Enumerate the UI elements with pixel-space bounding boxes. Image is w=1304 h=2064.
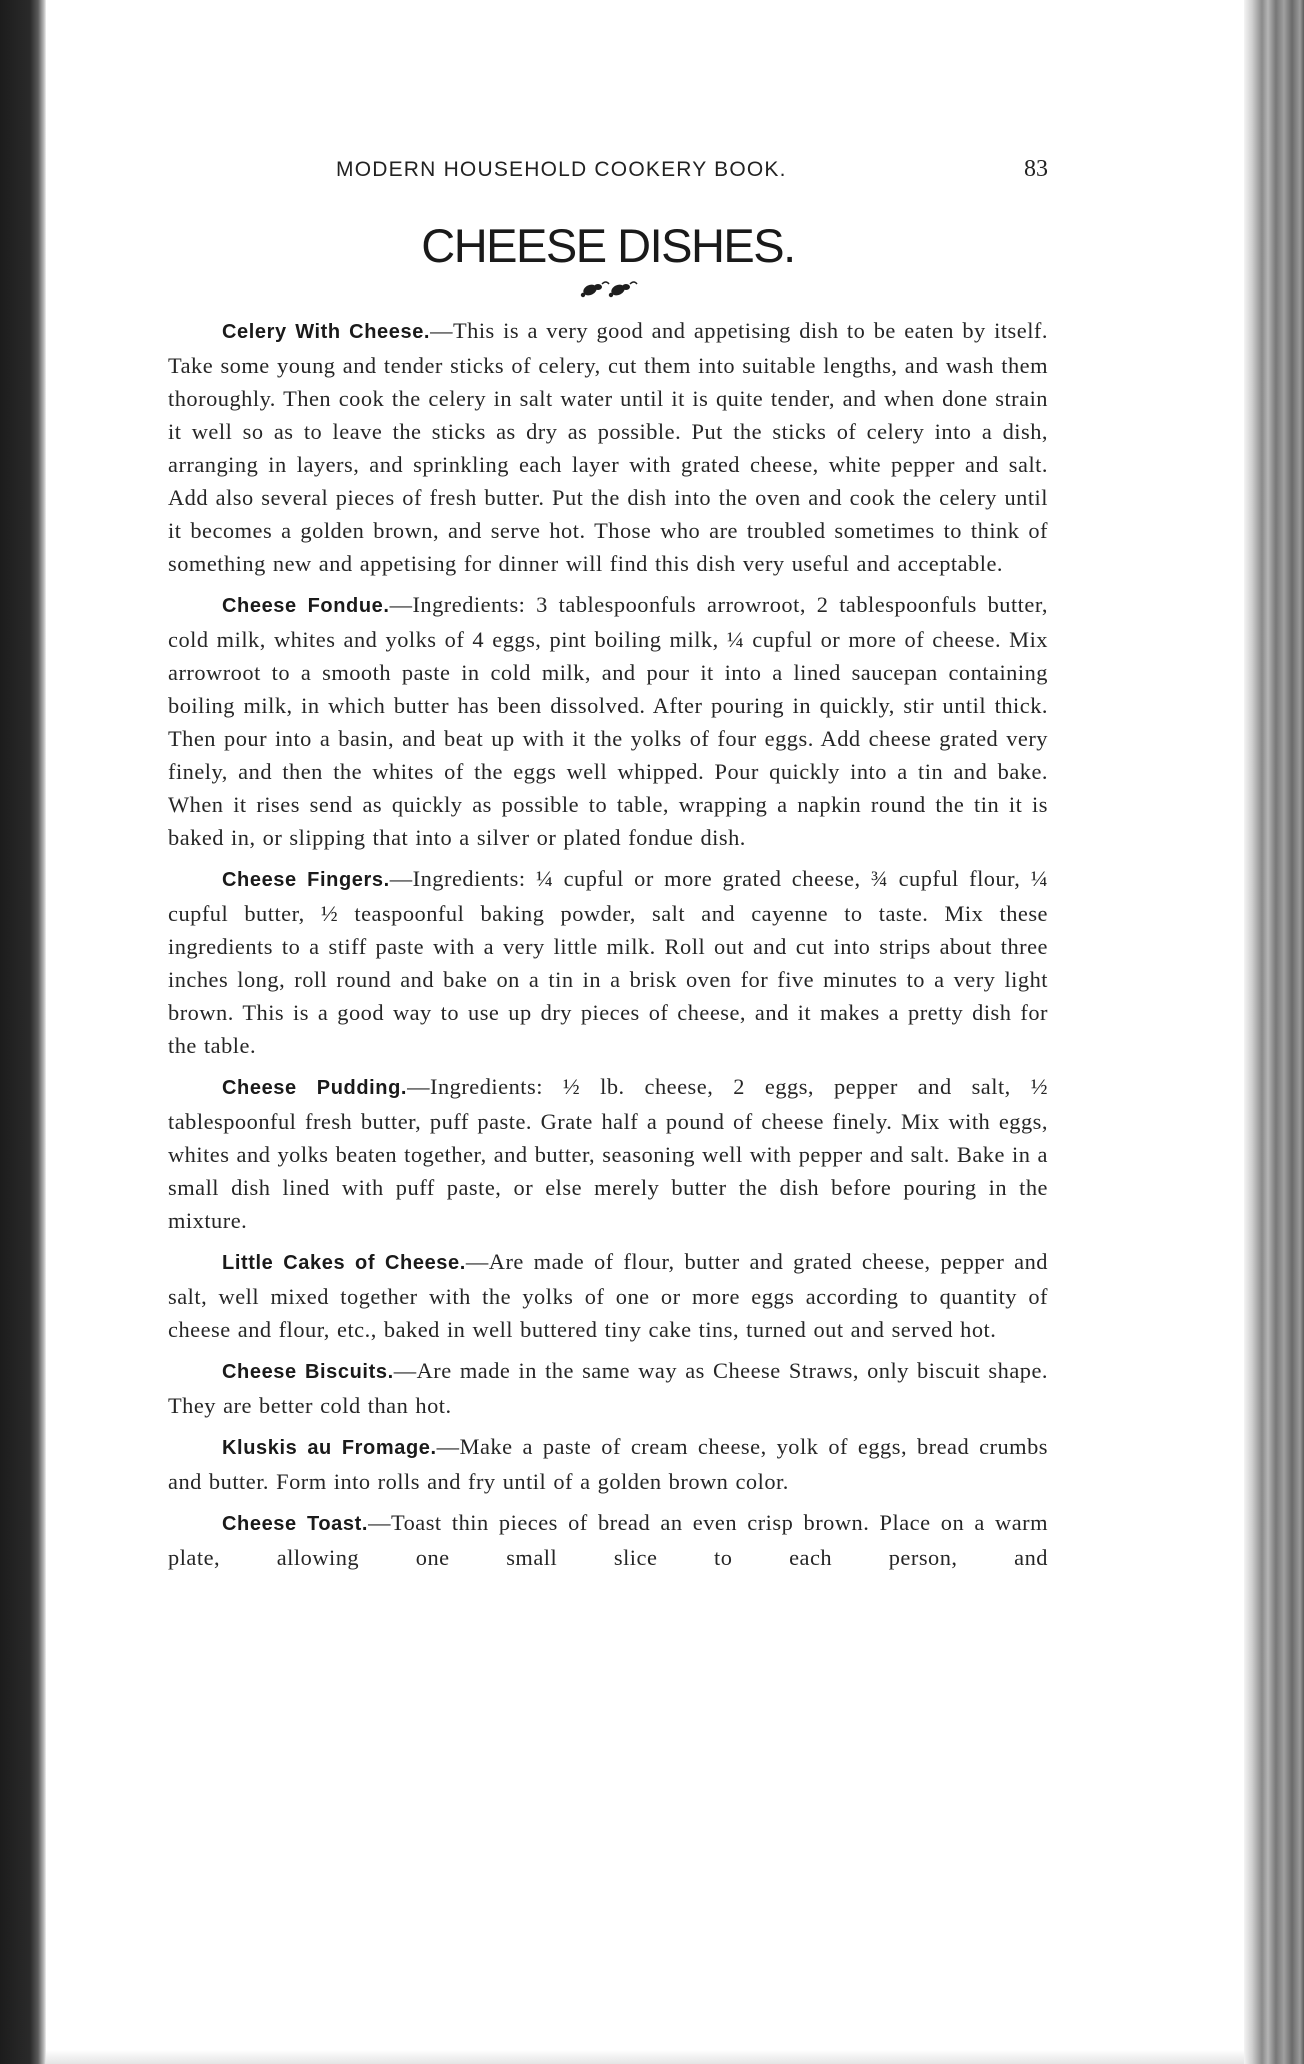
running-head: [168, 158, 1048, 188]
book-page-stack-right-edge: [1244, 0, 1304, 2064]
running-title: MODERN HOUSEHOLD COOKERY BOOK.: [336, 158, 787, 181]
recipe-cheese-pudding: [168, 1070, 1048, 1237]
recipe-cheese-fondue: [168, 588, 1048, 854]
recipe-text: —Ingredients: ¼ cupful or more grated cheese, ¾ cupful flour, ¼ cupful butter, ½ teaspoonful baking powder, salt and cayenne to taste. Mix these ingredients to a stiff paste with a very little milk. Roll out and cut into strips about three inches long, roll round and bake on a tin in a brisk oven for five minutes to a very light brown. This is a good way to use up dry pieces of cheese, and it makes a pretty dish for the table.: [168, 866, 1048, 1058]
book-page: [168, 0, 1048, 2064]
recipe-title: Cheese Fondue.: [222, 595, 390, 617]
recipe-title: Cheese Pudding.: [222, 1077, 408, 1099]
recipe-cheese-biscuits: [168, 1354, 1048, 1422]
chapter-title: CHEESE DISHES.: [421, 219, 795, 272]
book-binding-left-edge: [0, 0, 46, 2064]
recipe-text: —Ingredients: 3 tablespoonfuls arrowroot, 2 tablespoonfuls butter, cold milk, whites and yolks of 4 eggs, pint boiling milk, ¼ cupful or more of cheese. Mix arrowroot to a smooth paste in cold milk, and pour it into a lined saucepan containing boiling milk, in which butter has been dissolved. After pouring in quickly, stir until thick. Then pour into a basin, and beat up with it the yolks of four eggs. Add cheese grated very finely, and then the whites of the eggs well whipped. Pour quickly into a tin and bake. When it rises send as quickly as possible to table, wrapping a napkin round the tin it is baked in, or slipping that into a silver or plated fondue dish.: [168, 592, 1048, 850]
recipe-cheese-toast: [168, 1506, 1048, 1574]
recipe-kluskis-au-fromage: [168, 1430, 1048, 1498]
recipe-title: Celery With Cheese.: [222, 321, 431, 343]
recipe-title: Cheese Fingers.: [222, 869, 390, 891]
recipe-little-cakes-of-cheese: [168, 1245, 1048, 1346]
recipe-text: —Are made of flour, butter and grated cheese, pepper and salt, well mixed together with the yolks of one or more eggs according to quantity of cheese and flour, etc., baked in well buttered tiny cake tins, turned out and served hot.: [168, 1249, 1049, 1342]
recipe-text: —This is a very good and appetising dish to be eaten by itself. Take some young and tender sticks of celery, cut them into suitable lengths, and wash them thoroughly. Then cook the celery in salt water until it is quite tender, and when done strain it well so as to leave the sticks as dry as possible. Put the sticks of celery into a dish, arranging in layers, and sprinkling each layer with grated cheese, white pepper and salt. Add also several pieces of fresh butter. Put the dish into the oven and cook the celery until it becomes a golden brown, and serve hot. Those who are troubled sometimes to think of something new and appetising for dinner will find this dish very useful and acceptable.: [168, 318, 1048, 576]
recipe-text: —Are made in the same way as Cheese Straws, only biscuit shape. They are better cold than hot.: [168, 1358, 1048, 1418]
recipe-title: Kluskis au Fromage.: [222, 1437, 437, 1459]
recipe-text: —Toast thin pieces of bread an even crisp brown. Place on a warm plate, allowing one small slice to each person, and: [168, 1510, 1049, 1570]
recipe-text: —Ingredients: ½ lb. cheese, 2 eggs, pepper and salt, ½ tablespoonful fresh butter, puff paste. Grate half a pound of cheese finely. Mix with eggs, whites and yolks beaten together, and butter, seasoning well with pepper and salt. Bake in a small dish lined with puff paste, or else merely butter the dish before pouring in the mixture.: [168, 1074, 1048, 1233]
recipe-text: —Make a paste of cream cheese, yolk of eggs, bread crumbs and butter. Form into rolls and fry until of a golden brown color.: [168, 1434, 1049, 1494]
recipe-list: [168, 314, 1048, 1582]
recipe-title: Cheese Toast.: [222, 1513, 369, 1535]
recipe-celery-with-cheese: [168, 314, 1048, 580]
recipe-cheese-fingers: [168, 862, 1048, 1062]
recipe-title: Cheese Biscuits.: [222, 1361, 394, 1383]
page-number: 83: [1024, 156, 1048, 182]
recipe-title: Little Cakes of Cheese.: [222, 1252, 466, 1274]
fleuron-ornament-icon: [576, 278, 640, 300]
